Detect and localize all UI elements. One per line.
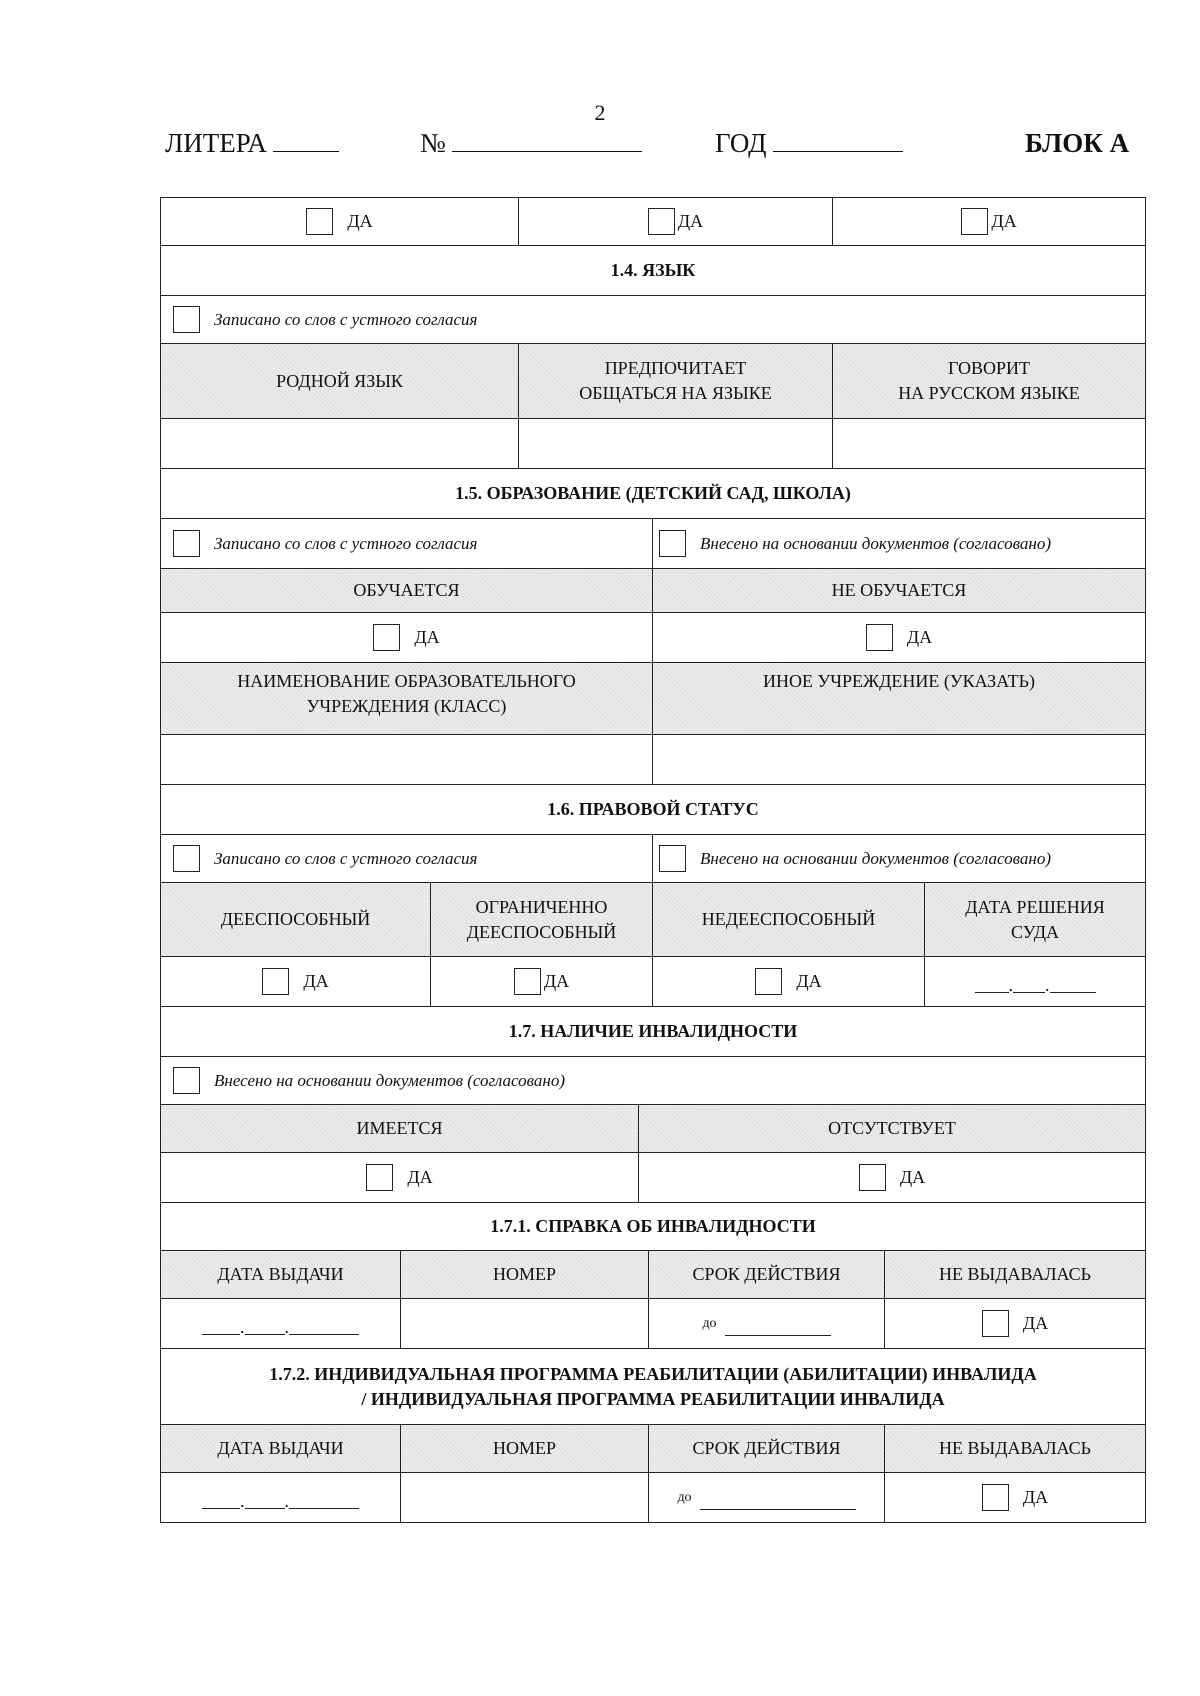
yes-label: ДА [677, 211, 704, 231]
documents-label: Внесено на основании документов (согласовано) [214, 1071, 565, 1090]
checkbox-incapable[interactable] [755, 968, 782, 995]
col-court-decision-date: ДАТА РЕШЕНИЯ СУДА [924, 883, 1145, 957]
yes-label: ДА [1022, 1487, 1049, 1507]
verbal-consent-label: Записано со слов с устного согласия [214, 534, 478, 553]
col-incapable: НЕДЕЕСПОСОБНЫЙ [652, 883, 924, 957]
block-label: БЛОК А [1025, 128, 1130, 158]
number-field [420, 128, 642, 159]
section-title-legal-status: 1.6. ПРАВОВОЙ СТАТУС [160, 785, 1145, 835]
number-label: № [420, 128, 446, 158]
yes-label: ДА [796, 971, 822, 991]
section-title-language: 1.4. ЯЗЫК [160, 246, 1145, 296]
col-number: НОМЕР [400, 1251, 648, 1299]
year-field [715, 128, 903, 159]
speaks-russian-input[interactable] [832, 419, 1145, 469]
other-institution-input[interactable] [652, 735, 1145, 785]
litera-input-line[interactable] [273, 129, 339, 152]
col-capable: ДЕЕСПОСОБНЫЙ [160, 883, 430, 957]
section-title-disability-certificate: 1.7.1. СПРАВКА ОБ ИНВАЛИДНОСТИ [160, 1203, 1145, 1251]
col-not-studying: НЕ ОБУЧАЕТСЯ [652, 569, 1145, 613]
yes-label: ДА [543, 971, 570, 991]
col-other-institution: ИНОЕ УЧРЕЖДЕНИЕ (УКАЗАТЬ) [652, 663, 1145, 735]
preferred-language-input[interactable] [518, 419, 832, 469]
litera-label: ЛИТЕРА [165, 128, 267, 158]
checkbox-verbal-consent[interactable] [173, 306, 200, 333]
issue-date-field[interactable]: . . [202, 1313, 359, 1335]
form-table [160, 197, 1146, 1523]
col-not-issued: НЕ ВЫДАВАЛАСЬ [884, 1425, 1145, 1473]
yes-label: ДА [414, 627, 440, 647]
section-title-education: 1.5. ОБРАЗОВАНИЕ (ДЕТСКИЙ САД, ШКОЛА) [160, 469, 1145, 519]
col-number: НОМЕР [400, 1425, 648, 1473]
page-number: 2 [594, 100, 606, 125]
checkbox-verbal-consent[interactable] [173, 530, 200, 557]
col-absent: ОТСУТСТВУЕТ [638, 1105, 1145, 1153]
col-issue-date: ДАТА ВЫДАЧИ [160, 1251, 400, 1299]
documents-label: Внесено на основании документов (согласовано) [700, 849, 1051, 868]
number-input-line[interactable] [452, 129, 642, 152]
checkbox[interactable] [648, 208, 675, 235]
litera-field [165, 128, 339, 159]
col-validity: СРОК ДЕЙСТВИЯ [648, 1251, 884, 1299]
court-decision-date-field[interactable]: . . [975, 971, 1096, 993]
col-preferred-language: ПРЕДПОЧИТАЕТ ОБЩАТЬСЯ НА ЯЗЫКЕ [518, 344, 832, 419]
col-validity: СРОК ДЕЙСТВИЯ [648, 1425, 884, 1473]
number-input[interactable] [400, 1473, 648, 1523]
rehab-title-line1: 1.7.2. ИНДИВИДУАЛЬНАЯ ПРОГРАММА РЕАБИЛИТАЦИИ (АБИЛИТАЦИИ) ИНВАЛИДА [269, 1363, 1037, 1384]
yes-label: ДА [1022, 1313, 1049, 1333]
section-title-rehab-program [160, 1349, 1145, 1425]
institution-name-input[interactable] [160, 735, 652, 785]
yes-label: ДА [303, 971, 329, 991]
checkbox[interactable] [306, 208, 333, 235]
rehab-title-line2: / ИНДИВИДУАЛЬНАЯ ПРОГРАММА РЕАБИЛИТАЦИИ ИНВАЛИДА [361, 1388, 945, 1409]
col-present: ИМЕЕТСЯ [160, 1105, 638, 1153]
col-studying: ОБУЧАЕТСЯ [160, 569, 652, 613]
verbal-consent-label: Записано со слов с устного согласия [214, 310, 478, 329]
checkbox-absent[interactable] [859, 1164, 886, 1191]
checkbox-capable[interactable] [262, 968, 289, 995]
number-input[interactable] [400, 1299, 648, 1349]
col-institution-name: НАИМЕНОВАНИЕ ОБРАЗОВАТЕЛЬНОГО УЧРЕЖДЕНИЯ (КЛАСС) [160, 663, 652, 735]
checkbox[interactable] [961, 208, 988, 235]
verbal-consent-label: Записано со слов с устного согласия [214, 849, 478, 868]
yes-label: ДА [899, 1167, 926, 1187]
checkbox-present[interactable] [366, 1164, 393, 1191]
col-native-language: РОДНОЙ ЯЗЫК [160, 344, 518, 419]
issue-date-field[interactable]: . . [202, 1487, 359, 1509]
checkbox-not-issued[interactable] [982, 1484, 1009, 1511]
col-not-issued: НЕ ВЫДАВАЛАСЬ [884, 1251, 1145, 1299]
checkbox-not-studying[interactable] [866, 624, 893, 651]
yes-label: ДА [347, 211, 373, 231]
checkbox-studying[interactable] [373, 624, 400, 651]
checkbox-limited-capable[interactable] [514, 968, 541, 995]
section-title-disability: 1.7. НАЛИЧИЕ ИНВАЛИДНОСТИ [160, 1007, 1145, 1057]
checkbox-not-issued[interactable] [982, 1310, 1009, 1337]
validity-field[interactable]: до [677, 1485, 855, 1510]
yes-label: ДА [991, 211, 1017, 231]
year-input-line[interactable] [773, 129, 903, 152]
checkbox-documents[interactable] [659, 530, 686, 557]
checkbox-documents[interactable] [173, 1067, 200, 1094]
col-speaks-russian: ГОВОРИТ НА РУССКОМ ЯЗЫКЕ [832, 344, 1145, 419]
checkbox-verbal-consent[interactable] [173, 845, 200, 872]
yes-row-continued [160, 198, 1145, 246]
year-label: ГОД [715, 128, 767, 158]
native-language-input[interactable] [160, 419, 518, 469]
documents-label: Внесено на основании документов (согласовано) [700, 534, 1051, 553]
validity-field[interactable]: до [702, 1311, 830, 1336]
col-issue-date: ДАТА ВЫДАЧИ [160, 1425, 400, 1473]
col-limited-capable: ОГРАНИЧЕННО ДЕЕСПОСОБНЫЙ [430, 883, 652, 957]
checkbox-documents[interactable] [659, 845, 686, 872]
yes-label: ДА [906, 627, 933, 647]
yes-label: ДА [407, 1167, 433, 1187]
